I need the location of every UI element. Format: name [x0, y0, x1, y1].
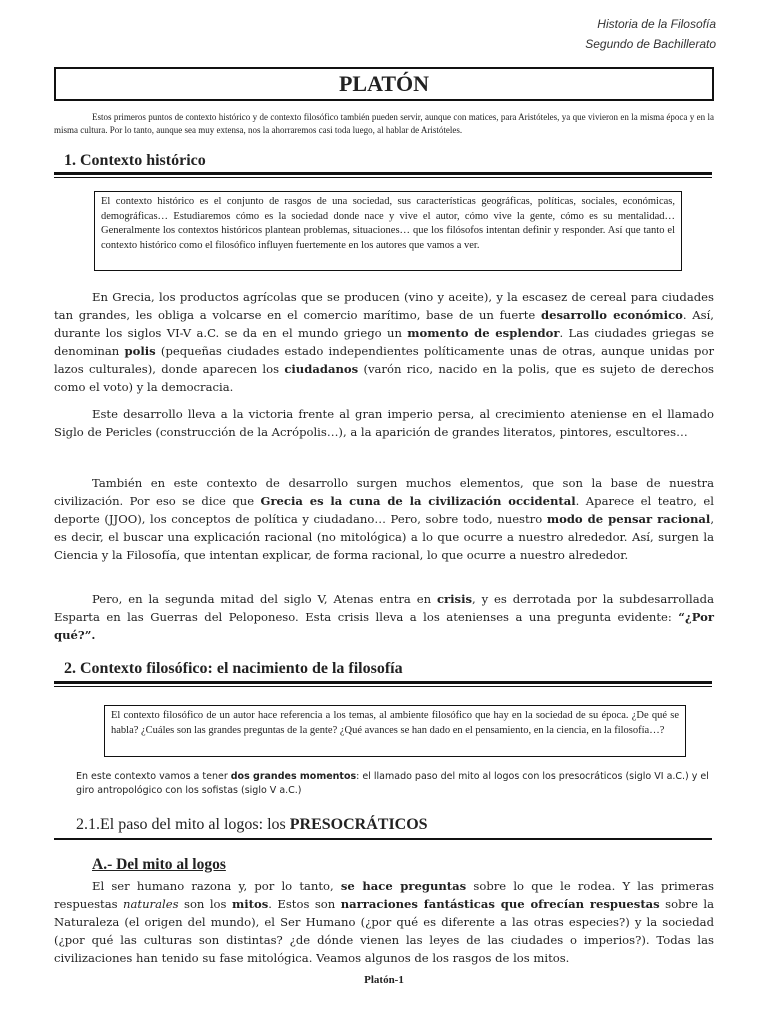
paragraph-crisis: Pero, en la segunda mitad del siglo V, Atenas entra en crisis, y es derrotada por la subdesarrollada Esparta en las Guerras del Peloponeso. Esta crisis lleva a los atenienses a una pregunta evidente: “¿Por qué?”.	[54, 592, 714, 642]
section-rule-thin	[54, 177, 712, 178]
subsection-title-mito-logos: A.- Del mito al logos	[92, 856, 226, 873]
paragraph-grecia: En Grecia, los productos agrícolas que se producen (vino y aceite), y la escasez de cereal para ciudades tan grandes, les obliga a volcarse en el comercio marítimo, base de un fuerte desarrollo económico. Así, durante los siglos VI-V a.C. se da en el mundo griego un momento de esplendor. Las ciudades griegas se denominan polis (pequeñas ciudades estado independientes políticamente unas de otras, aunque unidas por lazos culturales), donde aparecen los ciudadanos (varón rico, nacido en la polis, que es sujeto de derechos como el voto) y la democracia.	[54, 290, 714, 394]
section-rule	[54, 681, 712, 684]
subsection-rule	[54, 838, 712, 840]
definition-box-historico: El contexto histórico es el conjunto de rasgos de una sociedad, sus características geográficas, políticas, sociales, económicas, demográficas… Estudiaremos cómo es la sociedad donde nace y vive el autor, cómo vive la gente, cómo es su mentalidad… Generalmente los contextos históricos plantean problemas, situaciones… que los filósofos intentan definir y responder. Así que tanto el contexto histórico como el filosófico influyen fuertemente en los autores que vamos a ver.	[94, 191, 682, 271]
page-footer: Platón-1	[364, 974, 404, 986]
paragraph-desarrollo: Este desarrollo lleva a la victoria frente al gran imperio persa, al crecimiento ateniense en el llamado Siglo de Pericles (construcción de la Acrópolis…), a la aparición de grandes literatos, pintores, escultores…	[54, 407, 714, 439]
section-heading-contexto-filosofico: 2. Contexto filosófico: el nacimiento de la filosofía	[64, 660, 403, 677]
header-subject: Historia de la Filosofía	[597, 17, 716, 31]
section-heading-contexto-historico: 1. Contexto histórico	[64, 152, 206, 169]
paragraph-dos-momentos: En este contexto vamos a tener dos grandes momentos: el llamado paso del mito al logos con los presocráticos (siglo VI a.C.) y el giro antropológico con los sofistas (siglo V a.C.)	[76, 771, 709, 796]
paragraph-civilizacion: También en este contexto de desarrollo surgen muchos elementos, que son la base de nuestra civilización. Por eso se dice que Grecia es la cuna de la civilización occidental. Aparece el teatro, el deporte (JJOO), los conceptos de política y ciudadano… Pero, sobre todo, nuestro modo de pensar racional, es decir, el buscar una explicación racional (no mitológica) a lo que ocurre a nuestro alrededor. Así, surgen la Ciencia y la Filosofía, que intentan explicar, de forma racional, lo que ocurre a nuestro alrededor.	[54, 476, 714, 562]
page-title: PLATÓN	[54, 67, 714, 101]
section-rule	[54, 172, 712, 175]
page-header	[585, 14, 716, 54]
intro-note: Estos primeros puntos de contexto histórico y de contexto filosófico también pueden servir, aunque con matices, para Aristóteles, ya que vivieron en la misma época y en la misma cultura. Por lo tanto, aunque sea muy extensa, nos la ahorraremos casi toda luego, al hablar de Aristóteles.	[54, 112, 714, 135]
header-course: Segundo de Bachillerato	[585, 37, 716, 51]
definition-box-filosofico: El contexto filosófico de un autor hace referencia a los temas, al ambiente filosófico que hay en la sociedad de su época. ¿De qué se habla? ¿Cuáles son las grandes preguntas de la gente? ¿Qué avances se han dado en el pensamiento, en la ciencia, en la filosofía…?	[104, 705, 686, 757]
section-rule-thin	[54, 686, 712, 687]
subsection-heading-presocraticos: 2.1.El paso del mito al logos: los PRESOCRÁTICOS	[76, 816, 428, 833]
paragraph-mitos: El ser humano razona y, por lo tanto, se hace preguntas sobre lo que le rodea. Y las primeras respuestas naturales son los mitos. Estos son narraciones fantásticas que ofrecían respuestas sobre la Naturaleza (el origen del mundo), el Ser Humano (¿por qué es diferente a las otras especies?) y la sociedad (¿por qué las culturas son distintas? ¿de dónde vienen las leyes de las ciudades o imperios?). Todas las civilizaciones han tenido su fase mitológica. Veamos algunos de los rasgos de los mitos.	[54, 879, 715, 965]
